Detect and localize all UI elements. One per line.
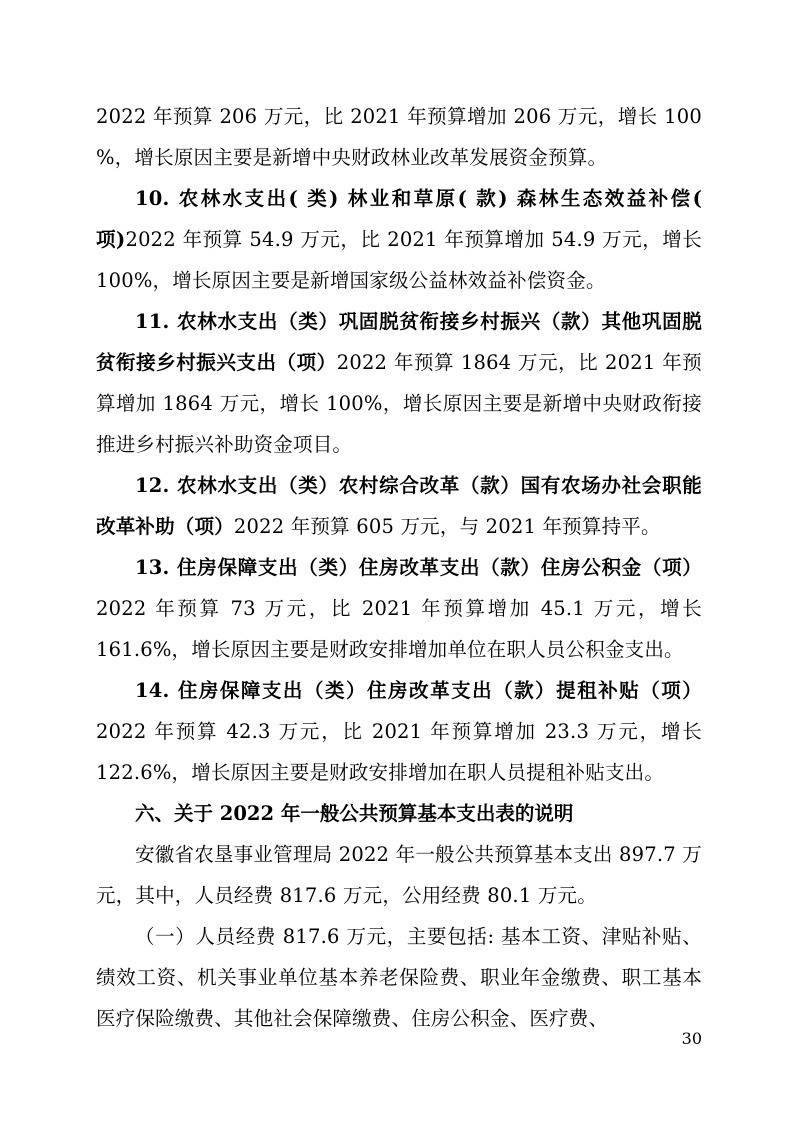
budget-item-14-title: 14. 住房保障支出（类）住房改革支出（款）提租补贴（项）: [135, 679, 702, 702]
budget-item-14: [96, 670, 702, 793]
section-heading-six: 六、关于 2022 年一般公共预算基本支出表的说明: [135, 802, 574, 825]
budget-item-13: [96, 547, 702, 670]
personnel-expense-detail: （一）人员经费 817.6 万元，主要包括: 基本工资、津贴补贴、绩效工资、机关事业单位基本养老保险费、职业年金缴费、职工基本医疗保险缴费、其他社会保障缴费、住房公积金、医疗费、: [96, 925, 702, 1030]
budget-item-12-body: 2022 年预算 605 万元，与 2021 年预算持平。: [233, 515, 661, 538]
budget-item-11-title: 11. 农林水支出（类）巩固脱贫衔接乡村振兴（款）其他巩固脱贫衔接乡村振兴支出（项）: [96, 310, 702, 374]
budget-item-13-body: 2022 年预算 73 万元，比 2021 年预算增加 45.1 万元，增长 161.6%，增长原因主要是财政安排增加单位在职人员公积金支出。: [96, 597, 702, 661]
paragraph-continuation: 2022 年预算 206 万元，比 2021 年预算增加 206 万元，增长 100 %，增长原因主要是新增中央财政林业改革发展资金预算。: [96, 105, 702, 169]
budget-item-10-title: 10. 农林水支出( 类) 林业和草原( 款) 森林生态效益补偿( 项): [96, 187, 702, 251]
budget-item-13-title: 13. 住房保障支出（类）住房改革支出（款）住房公积金（项）: [135, 556, 702, 579]
budget-item-11-body: 2022 年预算 1864 万元，比 2021 年预算增加 1864 万元，增长 100%，增长原因主要是新增中央财政衔接推进乡村振兴补助资金项目。: [96, 351, 702, 456]
budget-item-10-body: 2022 年预算 54.9 万元，比 2021 年预算增加 54.9 万元，增长 100%，增长原因主要是新增国家级公益林效益补偿资金。: [96, 228, 702, 292]
budget-item-12: [96, 465, 702, 547]
basic-expenditure-summary: 安徽省农垦事业管理局 2022 年一般公共预算基本支出 897.7 万元，其中，人员经费 817.6 万元，公用经费 80.1 万元。: [96, 843, 702, 907]
budget-item-14-body: 2022 年预算 42.3 万元，比 2021 年预算增加 23.3 万元，增长 122.6%，增长原因主要是财政安排增加在职人员提租补贴支出。: [96, 720, 702, 784]
budget-item-10: [96, 178, 702, 301]
budget-item-12-title: 12. 农林水支出（类）农村综合改革（款）国有农场办社会职能改革补助（项）: [96, 474, 702, 538]
page-number: 30: [681, 1029, 702, 1048]
budget-item-11: [96, 301, 702, 465]
